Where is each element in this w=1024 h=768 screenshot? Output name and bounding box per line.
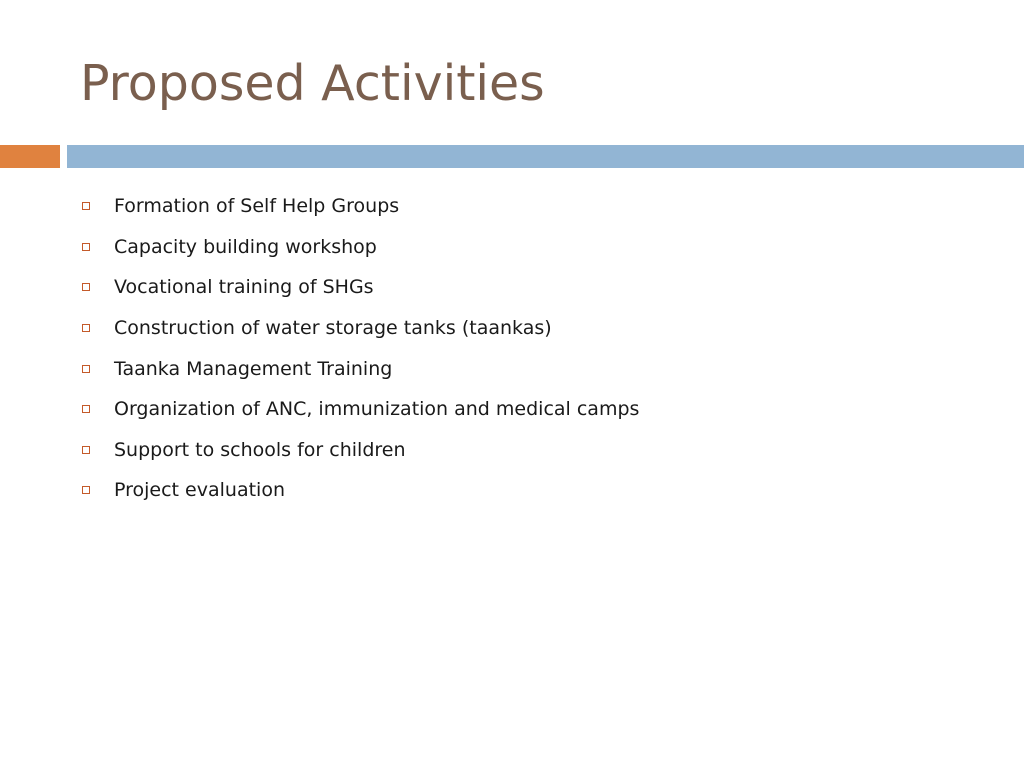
hollow-square-bullet-icon xyxy=(82,405,90,413)
bullet-list xyxy=(80,186,639,511)
hollow-square-bullet-icon xyxy=(82,486,90,494)
bullet-text: Taanka Management Training xyxy=(114,357,393,380)
bullet-item xyxy=(80,186,639,227)
hollow-square-bullet-icon xyxy=(82,202,90,210)
hollow-square-bullet-icon xyxy=(82,283,90,291)
bullet-text: Organization of ANC, immunization and medical camps xyxy=(114,398,640,421)
bullet-text: Formation of Self Help Groups xyxy=(114,195,400,218)
bullet-item xyxy=(80,227,639,268)
bullet-item xyxy=(80,430,639,471)
hollow-square-bullet-icon xyxy=(82,324,90,332)
bullet-item xyxy=(80,308,639,349)
slide-title: Proposed Activities xyxy=(80,55,545,112)
bullet-text: Support to schools for children xyxy=(114,438,406,461)
bullet-text: Construction of water storage tanks (taankas) xyxy=(114,317,552,340)
bullet-text: Vocational training of SHGs xyxy=(114,276,374,299)
bullet-item xyxy=(80,267,639,308)
bullet-item xyxy=(80,348,639,389)
bullet-text: Capacity building workshop xyxy=(114,235,377,258)
title-accent-bar xyxy=(0,145,60,168)
title-divider-band xyxy=(67,145,1024,168)
bullet-item xyxy=(80,470,639,511)
bullet-text: Project evaluation xyxy=(114,479,285,502)
hollow-square-bullet-icon xyxy=(82,243,90,251)
hollow-square-bullet-icon xyxy=(82,365,90,373)
hollow-square-bullet-icon xyxy=(82,446,90,454)
bullet-item xyxy=(80,389,639,430)
